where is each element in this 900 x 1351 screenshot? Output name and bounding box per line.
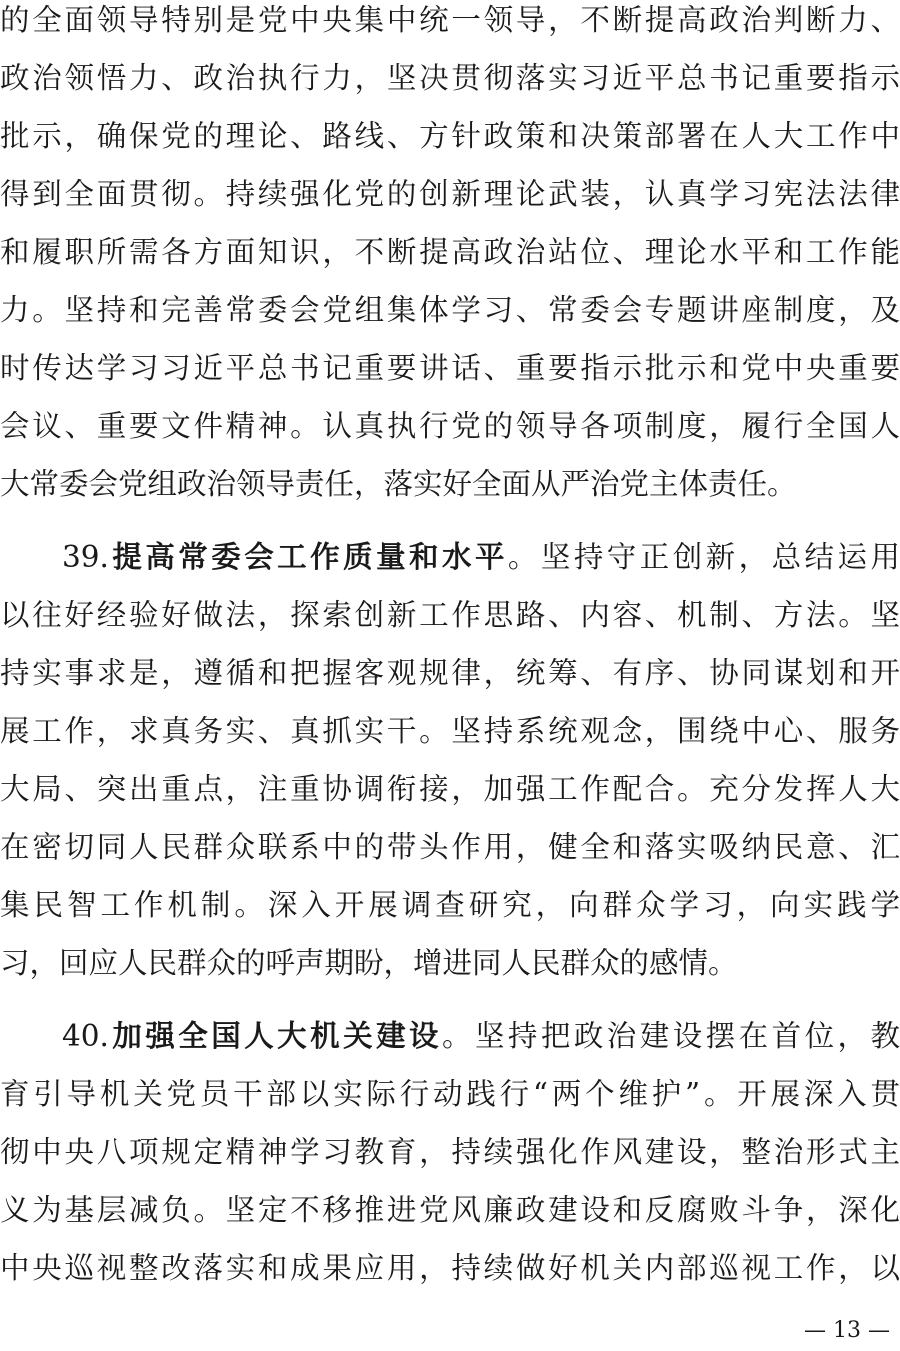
text-line: 的全面领导特别是党中央集中统一领导，不断提高政治判断力、 — [0, 3, 900, 37]
text-line: 习，回应人民群众的呼声期盼，增进同人民群众的感情。 — [0, 946, 738, 980]
text-line: 持实事求是，遵循和把握客观规律，统筹、有序、协同谋划和开 — [0, 656, 900, 690]
item-number: 39. — [62, 540, 109, 574]
text-line: 得到全面贯彻。持续强化党的创新理论武装，认真学习宪法法律 — [0, 177, 900, 211]
text-line: 批示，确保党的理论、路线、方针政策和决策部署在人大工作中 — [0, 119, 900, 153]
item-number: 40. — [62, 1019, 109, 1053]
text-line: 义为基层减负。坚定不移推进党风廉政建设和反腐败斗争，深化 — [0, 1193, 900, 1227]
paragraph-first-line — [0, 1016, 900, 1056]
text-line: 彻中央八项规定精神学习教育，持续强化作风建设，整治形式主 — [0, 1135, 900, 1169]
text-line: 政治领悟力、政治执行力，坚决贯彻落实习近平总书记重要指示 — [0, 61, 900, 95]
text-line: 在密切同人民群众联系中的带头作用，健全和落实吸纳民意、汇 — [0, 830, 900, 864]
text-line: 集民智工作机制。深入开展调查研究，向群众学习，向实践学 — [0, 888, 900, 922]
item-heading: 提高常委会工作质量和水平 — [108, 539, 508, 574]
text-line: 力。坚持和完善常委会党组集体学习、常委会专题讲座制度，及 — [0, 293, 900, 327]
page-number: — 13 — — [804, 1318, 890, 1343]
text-line: 中央巡视整改落实和成果应用，持续做好机关内部巡视工作，以 — [0, 1251, 900, 1285]
text-line: 大常委会党组政治领导责任，落实好全面从严治党主体责任。 — [0, 467, 797, 501]
text-segment: 。坚持把政治建设摆在首位，教 — [442, 1019, 900, 1053]
text-line: 时传达学习习近平总书记重要讲话、重要指示批示和党中央重要 — [0, 351, 900, 385]
text-line: 育引导机关党员干部以实际行动践行“两个维护”。开展深入贯 — [0, 1077, 900, 1111]
text-line: 大局、突出重点，注重协调衔接，加强工作配合。充分发挥人大 — [0, 772, 900, 806]
text-segment: 。坚持守正创新，总结运用 — [507, 540, 900, 574]
text-line: 展工作，求真务实、真抓实干。坚持系统观念，围绕中心、服务 — [0, 714, 900, 748]
text-line: 以往好经验好做法，探索创新工作思路、内容、机制、方法。坚 — [0, 598, 900, 632]
text-line: 会议、重要文件精神。认真执行党的领导各项制度，履行全国人 — [0, 409, 900, 443]
item-heading: 加强全国人大机关建设 — [108, 1018, 442, 1053]
paragraph-first-line — [0, 537, 900, 577]
text-line: 和履职所需各方面知识，不断提高政治站位、理论水平和工作能 — [0, 235, 900, 269]
